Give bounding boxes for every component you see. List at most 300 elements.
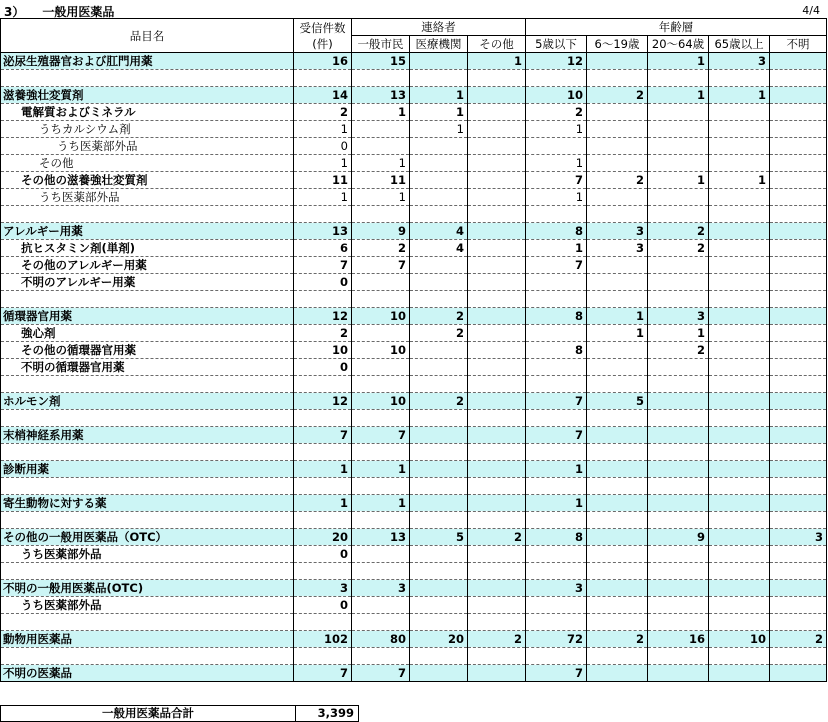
value-cell: 20 (410, 631, 468, 648)
value-cell: 80 (352, 631, 410, 648)
value-cell: 5 (587, 393, 648, 410)
value-cell (648, 580, 709, 597)
empty-cell (770, 206, 827, 223)
table-row (1, 359, 827, 376)
value-cell (770, 342, 827, 359)
value-cell (770, 308, 827, 325)
value-cell: 15 (352, 53, 410, 70)
value-cell: 8 (526, 529, 587, 546)
value-cell: 1 (410, 87, 468, 104)
item-name-cell: 電解質およびミネラル (1, 104, 294, 121)
contact-header: その他 (468, 36, 526, 53)
value-cell: 1 (709, 87, 770, 104)
value-cell (648, 274, 709, 291)
contact-group-header: 連絡者 (352, 19, 526, 36)
value-cell (468, 580, 526, 597)
item-name-cell: その他の循環器官用薬 (1, 342, 294, 359)
value-cell (709, 121, 770, 138)
value-cell: 3 (587, 240, 648, 257)
value-cell (352, 325, 410, 342)
value-cell (587, 495, 648, 512)
value-cell (352, 274, 410, 291)
value-cell (709, 240, 770, 257)
empty-cell (709, 478, 770, 495)
empty-cell (526, 206, 587, 223)
value-cell (410, 172, 468, 189)
table-row (1, 172, 827, 189)
age-header: 20～64歳 (648, 36, 709, 53)
value-cell: 1 (352, 104, 410, 121)
value-cell: 10 (352, 308, 410, 325)
empty-cell (648, 70, 709, 87)
table-row (1, 631, 827, 648)
value-cell: 1 (410, 121, 468, 138)
table-row (1, 240, 827, 257)
item-name-cell: 抗ヒスタミン剤(単剤) (1, 240, 294, 257)
empty-cell (770, 614, 827, 631)
value-cell (587, 121, 648, 138)
value-cell: 7 (526, 172, 587, 189)
value-cell (770, 53, 827, 70)
empty-cell (648, 444, 709, 461)
value-cell (468, 240, 526, 257)
value-cell: 7 (526, 427, 587, 444)
value-cell (468, 393, 526, 410)
value-cell: 16 (648, 631, 709, 648)
value-cell (709, 342, 770, 359)
empty-cell (709, 410, 770, 427)
value-cell: 10 (526, 87, 587, 104)
value-cell (648, 665, 709, 682)
value-cell (526, 359, 587, 376)
table-row (1, 427, 827, 444)
value-cell (352, 597, 410, 614)
value-cell (410, 427, 468, 444)
empty-cell (648, 410, 709, 427)
empty-cell (1, 444, 294, 461)
value-cell (648, 121, 709, 138)
item-name-cell: 泌尿生殖器官および肛門用薬 (1, 53, 294, 70)
empty-cell (294, 478, 352, 495)
table-row (1, 393, 827, 410)
empty-cell (587, 70, 648, 87)
empty-cell (410, 410, 468, 427)
value-cell (468, 308, 526, 325)
value-cell (709, 546, 770, 563)
value-cell (352, 359, 410, 376)
empty-cell (294, 70, 352, 87)
value-cell: 1 (587, 325, 648, 342)
value-cell (770, 138, 827, 155)
empty-cell (352, 70, 410, 87)
value-cell (587, 427, 648, 444)
total-table (0, 705, 359, 722)
value-cell: 1 (468, 53, 526, 70)
value-cell (410, 461, 468, 478)
item-name-cell: 診断用薬 (1, 461, 294, 478)
value-cell: 7 (352, 665, 410, 682)
value-cell: 12 (526, 53, 587, 70)
item-name-cell: 滋養強壮変質剤 (1, 87, 294, 104)
value-cell: 1 (526, 121, 587, 138)
value-cell (709, 223, 770, 240)
value-cell: 10 (709, 631, 770, 648)
value-cell (410, 342, 468, 359)
item-name-cell: その他の一般用医薬品（OTC） (1, 529, 294, 546)
item-name-cell: その他のアレルギー用薬 (1, 257, 294, 274)
value-cell (587, 665, 648, 682)
count-header (294, 19, 352, 53)
value-cell (410, 580, 468, 597)
value-cell (709, 104, 770, 121)
item-name-cell: その他 (1, 155, 294, 172)
value-cell: 1 (587, 308, 648, 325)
table-row (1, 257, 827, 274)
item-name-cell: うち医薬部外品 (1, 546, 294, 563)
value-cell: 13 (352, 87, 410, 104)
empty-cell (294, 444, 352, 461)
value-cell (709, 427, 770, 444)
empty-cell (587, 648, 648, 665)
value-cell: 7 (352, 257, 410, 274)
value-cell: 10 (352, 342, 410, 359)
table-row (1, 580, 827, 597)
empty-cell (294, 512, 352, 529)
empty-cell (709, 563, 770, 580)
value-cell (410, 359, 468, 376)
value-cell (468, 172, 526, 189)
empty-cell (410, 206, 468, 223)
value-cell (770, 461, 827, 478)
value-cell (468, 325, 526, 342)
empty-cell (352, 648, 410, 665)
empty-cell (468, 291, 526, 308)
value-cell: 1 (526, 495, 587, 512)
empty-cell (294, 648, 352, 665)
table-row (1, 104, 827, 121)
empty-cell (648, 206, 709, 223)
item-name-cell: うち医薬部外品 (1, 189, 294, 206)
value-cell (770, 546, 827, 563)
value-cell (587, 257, 648, 274)
value-cell: 12 (294, 393, 352, 410)
item-name-cell: 動物用医薬品 (1, 631, 294, 648)
empty-cell (648, 376, 709, 393)
empty-cell (1, 563, 294, 580)
empty-cell (587, 376, 648, 393)
empty-cell (410, 648, 468, 665)
value-cell: 102 (294, 631, 352, 648)
value-cell (648, 427, 709, 444)
header-row-1 (1, 19, 827, 36)
value-cell: 7 (352, 427, 410, 444)
empty-cell (709, 376, 770, 393)
value-cell (770, 495, 827, 512)
value-cell: 13 (294, 223, 352, 240)
value-cell: 1 (352, 155, 410, 172)
value-cell: 1 (294, 155, 352, 172)
value-cell: 2 (294, 325, 352, 342)
empty-cell (526, 478, 587, 495)
value-cell (709, 665, 770, 682)
total-label: 一般用医薬品合計 (1, 706, 296, 722)
value-cell (770, 665, 827, 682)
item-name-cell: 不明の一般用医薬品(OTC) (1, 580, 294, 597)
empty-cell (352, 291, 410, 308)
empty-cell (770, 376, 827, 393)
value-cell (648, 495, 709, 512)
count-header-line1: 受信件数 (299, 20, 346, 35)
empty-cell (352, 512, 410, 529)
value-cell (770, 359, 827, 376)
value-cell: 2 (294, 104, 352, 121)
table-row (1, 87, 827, 104)
spacer-row (1, 512, 827, 529)
empty-cell (526, 512, 587, 529)
table-row (1, 274, 827, 291)
item-name-cell: 不明の医薬品 (1, 665, 294, 682)
empty-cell (526, 444, 587, 461)
value-cell (468, 223, 526, 240)
table-row (1, 529, 827, 546)
value-cell: 72 (526, 631, 587, 648)
value-cell: 14 (294, 87, 352, 104)
empty-cell (468, 206, 526, 223)
value-cell: 3 (352, 580, 410, 597)
empty-cell (352, 614, 410, 631)
value-cell: 13 (352, 529, 410, 546)
value-cell (587, 274, 648, 291)
empty-cell (1, 70, 294, 87)
value-cell (770, 223, 827, 240)
page-number: 4/4 (802, 4, 820, 17)
empty-cell (468, 512, 526, 529)
empty-cell (468, 648, 526, 665)
item-name-cell: 不明の循環器官用薬 (1, 359, 294, 376)
value-cell: 1 (410, 104, 468, 121)
spacer-row (1, 444, 827, 461)
value-cell (410, 546, 468, 563)
table-row (1, 308, 827, 325)
value-cell: 1 (352, 495, 410, 512)
empty-cell (294, 410, 352, 427)
value-cell: 2 (587, 631, 648, 648)
total-row (1, 706, 359, 722)
value-cell (526, 325, 587, 342)
empty-cell (410, 512, 468, 529)
table-row (1, 325, 827, 342)
empty-cell (587, 444, 648, 461)
empty-cell (526, 563, 587, 580)
value-cell (526, 546, 587, 563)
value-cell (468, 104, 526, 121)
value-cell (709, 274, 770, 291)
value-cell (770, 580, 827, 597)
value-cell: 3 (587, 223, 648, 240)
empty-cell (468, 563, 526, 580)
value-cell (709, 325, 770, 342)
value-cell (770, 393, 827, 410)
contact-header: 一般市民 (352, 36, 410, 53)
empty-cell (294, 206, 352, 223)
empty-cell (709, 614, 770, 631)
empty-cell (468, 614, 526, 631)
value-cell (709, 308, 770, 325)
report-table (0, 18, 827, 682)
value-cell: 9 (648, 529, 709, 546)
empty-cell (410, 444, 468, 461)
value-cell: 5 (410, 529, 468, 546)
value-cell: 1 (294, 121, 352, 138)
table-row (1, 121, 827, 138)
empty-cell (648, 563, 709, 580)
empty-cell (1, 376, 294, 393)
section-number: 3） (4, 5, 25, 19)
spacer-row (1, 410, 827, 427)
value-cell: 2 (468, 529, 526, 546)
empty-cell (468, 410, 526, 427)
value-cell: 7 (294, 665, 352, 682)
empty-cell (410, 614, 468, 631)
value-cell (709, 580, 770, 597)
table-row (1, 138, 827, 155)
value-cell: 3 (294, 580, 352, 597)
empty-cell (1, 410, 294, 427)
spacer-row (1, 70, 827, 87)
value-cell: 16 (294, 53, 352, 70)
empty-cell (709, 70, 770, 87)
value-cell: 9 (352, 223, 410, 240)
value-cell (648, 155, 709, 172)
value-cell (410, 665, 468, 682)
value-cell (709, 359, 770, 376)
spacer-row (1, 206, 827, 223)
value-cell (587, 155, 648, 172)
empty-cell (410, 291, 468, 308)
empty-cell (294, 614, 352, 631)
value-cell (468, 342, 526, 359)
value-cell (468, 138, 526, 155)
value-cell: 1 (352, 189, 410, 206)
value-cell (468, 121, 526, 138)
value-cell (648, 393, 709, 410)
empty-cell (1, 291, 294, 308)
value-cell: 2 (587, 87, 648, 104)
value-cell (709, 138, 770, 155)
value-cell: 1 (294, 495, 352, 512)
value-cell: 4 (410, 240, 468, 257)
value-cell: 3 (648, 308, 709, 325)
empty-cell (709, 291, 770, 308)
value-cell: 3 (526, 580, 587, 597)
value-cell: 2 (526, 104, 587, 121)
empty-cell (587, 478, 648, 495)
value-cell: 7 (294, 257, 352, 274)
value-cell: 8 (526, 342, 587, 359)
value-cell: 2 (648, 342, 709, 359)
value-cell: 2 (410, 308, 468, 325)
value-cell (648, 138, 709, 155)
value-cell (587, 461, 648, 478)
value-cell: 20 (294, 529, 352, 546)
table-body (1, 53, 827, 682)
spacer-row (1, 478, 827, 495)
value-cell (587, 138, 648, 155)
value-cell: 8 (526, 223, 587, 240)
empty-cell (352, 444, 410, 461)
value-cell (587, 359, 648, 376)
empty-cell (770, 291, 827, 308)
empty-cell (352, 410, 410, 427)
value-cell: 10 (352, 393, 410, 410)
item-name-cell: その他の滋養強壮変質剤 (1, 172, 294, 189)
empty-cell (770, 563, 827, 580)
table-row (1, 665, 827, 682)
item-name-header: 品目名 (1, 19, 294, 53)
value-cell (587, 189, 648, 206)
value-cell: 7 (526, 665, 587, 682)
empty-cell (770, 648, 827, 665)
value-cell: 2 (352, 240, 410, 257)
table-row (1, 546, 827, 563)
value-cell: 1 (526, 461, 587, 478)
empty-cell (1, 614, 294, 631)
item-name-cell: 強心剤 (1, 325, 294, 342)
empty-cell (587, 291, 648, 308)
value-cell: 0 (294, 274, 352, 291)
value-cell: 0 (294, 597, 352, 614)
empty-cell (1, 512, 294, 529)
value-cell (468, 597, 526, 614)
value-cell (709, 257, 770, 274)
value-cell (526, 138, 587, 155)
table-row (1, 342, 827, 359)
value-cell: 2 (587, 172, 648, 189)
empty-cell (770, 512, 827, 529)
item-name-cell: うち医薬部外品 (1, 597, 294, 614)
empty-cell (587, 410, 648, 427)
value-cell (410, 53, 468, 70)
value-cell (410, 138, 468, 155)
value-cell (468, 495, 526, 512)
value-cell: 3 (709, 53, 770, 70)
value-cell (410, 257, 468, 274)
value-cell: 1 (526, 189, 587, 206)
value-cell: 2 (648, 240, 709, 257)
value-cell (468, 87, 526, 104)
value-cell: 11 (294, 172, 352, 189)
age-header: 65歳以上 (709, 36, 770, 53)
value-cell (587, 546, 648, 563)
spacer-row (1, 376, 827, 393)
empty-cell (468, 70, 526, 87)
value-cell (770, 172, 827, 189)
empty-cell (294, 376, 352, 393)
value-cell (770, 121, 827, 138)
empty-cell (526, 410, 587, 427)
value-cell: 1 (648, 53, 709, 70)
table-row (1, 461, 827, 478)
empty-cell (468, 444, 526, 461)
value-cell (468, 155, 526, 172)
spacer-row (1, 291, 827, 308)
value-cell: 12 (294, 308, 352, 325)
empty-cell (352, 478, 410, 495)
empty-cell (770, 478, 827, 495)
value-cell: 11 (352, 172, 410, 189)
empty-cell (587, 614, 648, 631)
empty-cell (1, 206, 294, 223)
